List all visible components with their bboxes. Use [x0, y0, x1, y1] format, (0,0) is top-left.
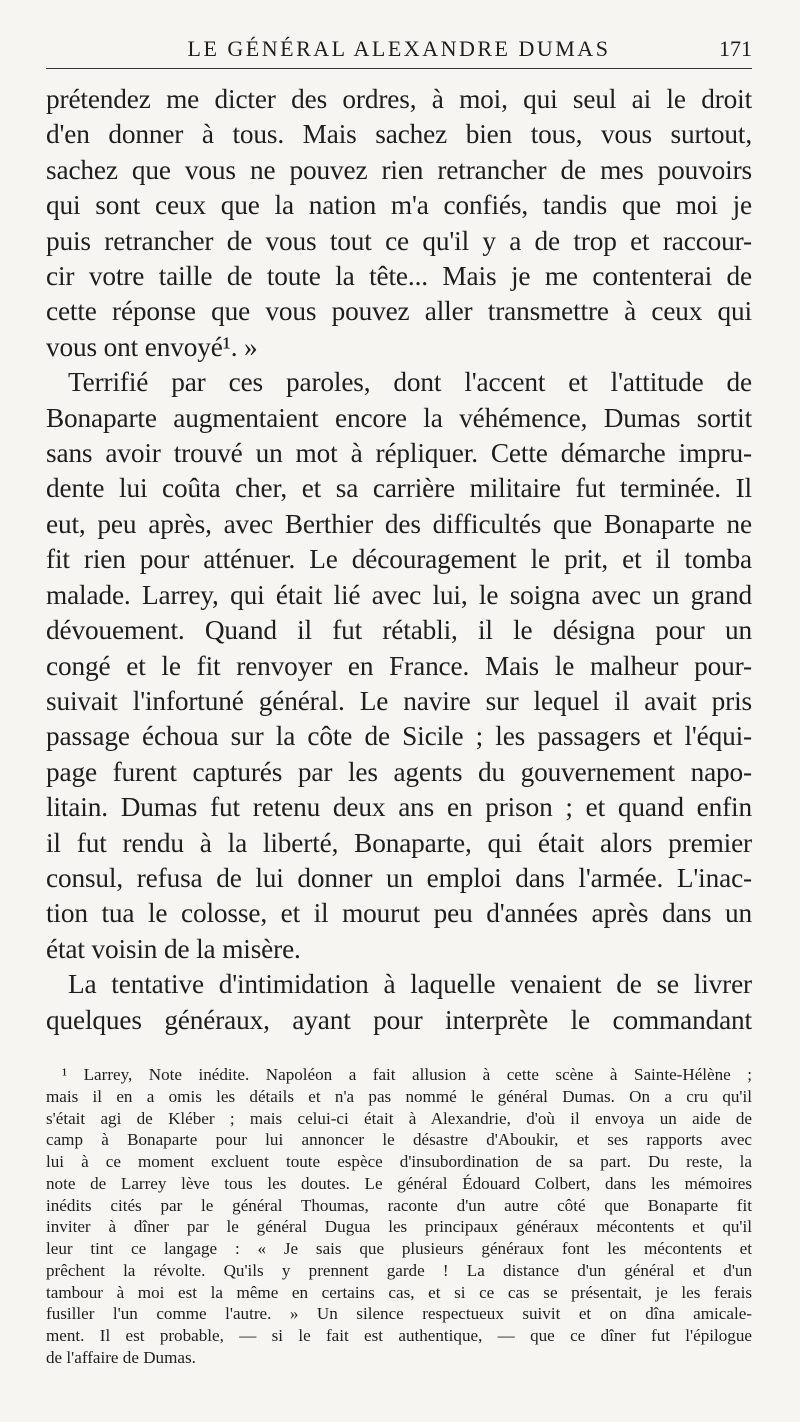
- text-line: dévouement. Quand il fut rétabli, il le désigna pour un: [46, 615, 752, 646]
- footnote-line: lui à ce moment excluent toute espèce d'insubordination de sa part. Du reste, la: [46, 1152, 752, 1171]
- text-line: cette réponse que vous pouvez aller transmettre à ceux qui: [46, 296, 752, 327]
- footnote-line: prêchent la révolte. Qu'ils y prennent garde ! La distance d'un général et d'un: [46, 1260, 752, 1280]
- footnote-line: mais il en a omis les détails et n'a pas nommé le général Dumas. On a cru qu'il: [46, 1086, 752, 1106]
- footnote-line: tambour à moi est la même en certains cas, et si ce cas se présentait, je les ferais: [46, 1282, 752, 1302]
- footnote-line: note de Larrey lève tous les doutes. Le général Édouard Colbert, dans les mémoires: [46, 1173, 752, 1193]
- text-line: prétendez me dicter des ordres, à moi, qui seul ai le droit: [46, 84, 752, 114]
- text-line: consul, refusa de lui donner un emploi dans l'armée. L'inac-: [46, 862, 752, 893]
- text-line: qui sont ceux que la nation m'a confiés, tandis que moi je: [46, 190, 752, 221]
- text-line: puis retrancher de vous tout ce qu'il y a de trop et raccour-: [46, 225, 752, 256]
- text-line: litain. Dumas fut retenu deux ans en prison ; et quand enfin: [46, 792, 752, 823]
- footnote-line: leur tint ce langage : « Je sais que plusieurs généraux font les mécontents et: [46, 1239, 752, 1258]
- text-line: d'en donner à tous. Mais sachez bien tous, vous surtout,: [46, 119, 752, 150]
- text-line: vous ont envoyé¹. »: [46, 331, 258, 362]
- page-number: 171: [719, 36, 752, 61]
- text-line: page furent capturés par les agents du gouvernement napo-: [46, 756, 752, 787]
- footnote-line: s'était agi de Kléber ; mais celui-ci était à Alexandrie, d'où il envoya un aide de: [46, 1108, 752, 1128]
- footnote-line: camp à Bonaparte pour lui annoncer le désastre d'Aboukir, et ses rapports avec: [46, 1130, 752, 1150]
- footnote-line: ¹ Larrey, Note inédite. Napoléon a fait allusion à cette scène à Sainte-Hélène ;: [62, 1065, 752, 1084]
- footnote-line: inviter à dîner par le général Dugua les principaux généraux mécontents et qu'il: [46, 1217, 752, 1237]
- text-line: fit rien pour atténuer. Le découragement le prit, et il tomba: [46, 544, 752, 575]
- text-line: sans avoir trouvé un mot à répliquer. Cette démarche impru-: [46, 438, 752, 469]
- main-text: [46, 82, 752, 1038]
- footnote-line: ment. Il est probable, — si le fait est authentique, — que ce dîner fut l'épilogue: [46, 1326, 752, 1345]
- footnote: [46, 1064, 752, 1369]
- text-line: congé et le fit renvoyer en France. Mais le malheur pour-: [46, 650, 752, 681]
- text-line: suivait l'infortuné général. Le navire sur lequel il avait pris: [46, 685, 752, 716]
- text-line: passage échoua sur la côte de Sicile ; les passagers et l'équi-: [46, 721, 752, 752]
- text-line: il fut rendu à la liberté, Bonaparte, qui était alors premier: [46, 827, 752, 858]
- text-line: Bonaparte augmentaient encore la véhémence, Dumas sortit: [46, 402, 752, 433]
- text-line: tion tua le colosse, et il mourut peu d'années après dans un: [46, 898, 752, 929]
- running-title: LE GÉNÉRAL ALEXANDRE DUMAS: [187, 36, 611, 61]
- text-line: état voisin de la misère.: [46, 933, 301, 964]
- text-line: cir votre taille de toute la tête... Mais je me contenterai de: [46, 261, 752, 292]
- footnote-line: de l'affaire de Dumas.: [46, 1347, 196, 1367]
- text-line: La tentative d'intimidation à laquelle venaient de se livrer: [68, 969, 752, 1000]
- text-line: eut, peu après, avec Berthier des difficultés que Bonaparte ne: [46, 508, 752, 539]
- footnote-line: fusiller l'un comme l'autre. » Un silence respectueux suivit et on dîna amicale-: [46, 1304, 752, 1324]
- footnote-line: inédits cités par le général Thoumas, raconte d'un autre côté que Bonaparte fit: [46, 1195, 752, 1215]
- text-line: quelques généraux, ayant pour interprète le commandant: [46, 1004, 752, 1035]
- running-head: [46, 34, 752, 69]
- text-line: Terrifié par ces paroles, dont l'accent et l'attitude de: [68, 367, 752, 398]
- text-line: malade. Larrey, qui était lié avec lui, le soigna avec un grand: [46, 579, 752, 610]
- text-line: dente lui coûta cher, et sa carrière militaire fut terminée. Il: [46, 473, 752, 504]
- text-line: sachez que vous ne pouvez rien retrancher de mes pouvoirs: [46, 154, 752, 185]
